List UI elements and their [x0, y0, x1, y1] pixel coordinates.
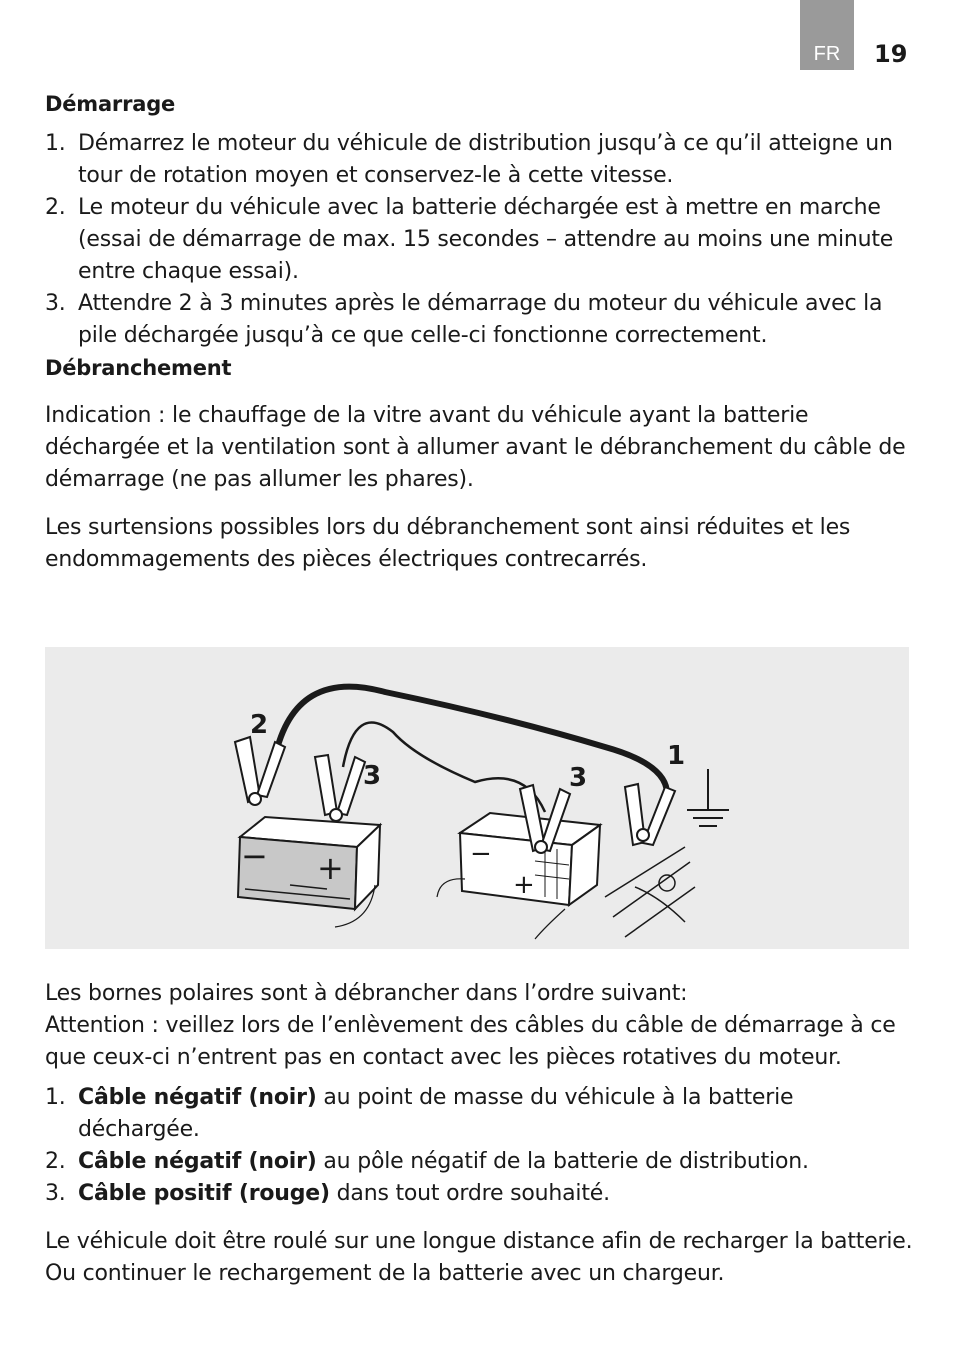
jump-start-illustration	[45, 647, 909, 949]
plus-sign: +	[317, 849, 344, 887]
label-2: 2	[250, 710, 269, 740]
engine-block	[605, 847, 695, 937]
section-title-debranchement: Débranchement	[45, 356, 232, 380]
label-3-right: 3	[569, 763, 588, 793]
page-number: 19	[874, 40, 908, 68]
closing-paragraph: Le véhicule doit être roulé sur une longue distance afin de recharger la batterie. Ou continuer le rechargement de la batterie avec un chargeur.	[45, 1229, 913, 1286]
demarrage-steps	[45, 128, 915, 352]
minus-sign: −	[470, 839, 492, 869]
list-item: 2. Câble négatif (noir) au pôle négatif de la batterie de distribution.	[45, 1149, 809, 1174]
disconnect-steps	[45, 1082, 915, 1210]
plus-sign: +	[513, 870, 535, 900]
section-title-demarrage: Démarrage	[45, 92, 176, 116]
upper-content	[45, 88, 915, 576]
list-item: 3. Attendre 2 à 3 minutes après le démarrage du moteur du véhicule avec la pile déchargée jusqu’à ce que celle-ci fonctionne correctement.	[45, 291, 883, 348]
language-code: FR	[813, 43, 841, 65]
indication-paragraph: Indication : le chauffage de la vitre avant du véhicule ayant la batterie déchargée et la ventilation sont à allumer avant le débranchement du câble de démarrage (ne pas allumer les phares).	[45, 403, 906, 492]
label-3-left: 3	[363, 761, 382, 791]
label-1: 1	[667, 741, 686, 771]
list-item: 2. Le moteur du véhicule avec la batterie déchargée est à mettre en marche (essai de démarrage de max. 15 secondes – attendre au moins une minute entre chaque essai).	[45, 195, 894, 284]
order-intro: Les bornes polaires sont à débrancher dans l’ordre suivant:	[45, 981, 688, 1006]
ground-icon	[687, 769, 729, 826]
clamp-icon	[315, 755, 365, 821]
list-item: 1. Démarrez le moteur du véhicule de distribution jusqu’à ce qu’il atteigne un tour de rotation moyen et conservez-le à cette vitesse.	[45, 131, 893, 188]
clamp-icon	[625, 784, 675, 845]
clamp-icon	[235, 737, 285, 805]
lower-content	[45, 978, 915, 1290]
battery-diagram	[45, 647, 909, 949]
list-item: 3. Câble positif (rouge) dans tout ordre souhaité.	[45, 1181, 610, 1206]
attention-paragraph: Attention : veillez lors de l’enlèvement des câbles du câble de démarrage à ce que ceux-ci n’entrent pas en contact avec les pièces rotatives du moteur.	[45, 1013, 896, 1070]
surtension-paragraph: Les surtensions possibles lors du débranchement sont ainsi réduites et les endommagements des pièces électriques contrecarrés.	[45, 515, 851, 572]
list-item: 1. Câble négatif (noir) au point de masse du véhicule à la batterie déchargée.	[45, 1085, 794, 1142]
minus-sign: −	[241, 837, 268, 875]
language-tab	[800, 0, 854, 70]
